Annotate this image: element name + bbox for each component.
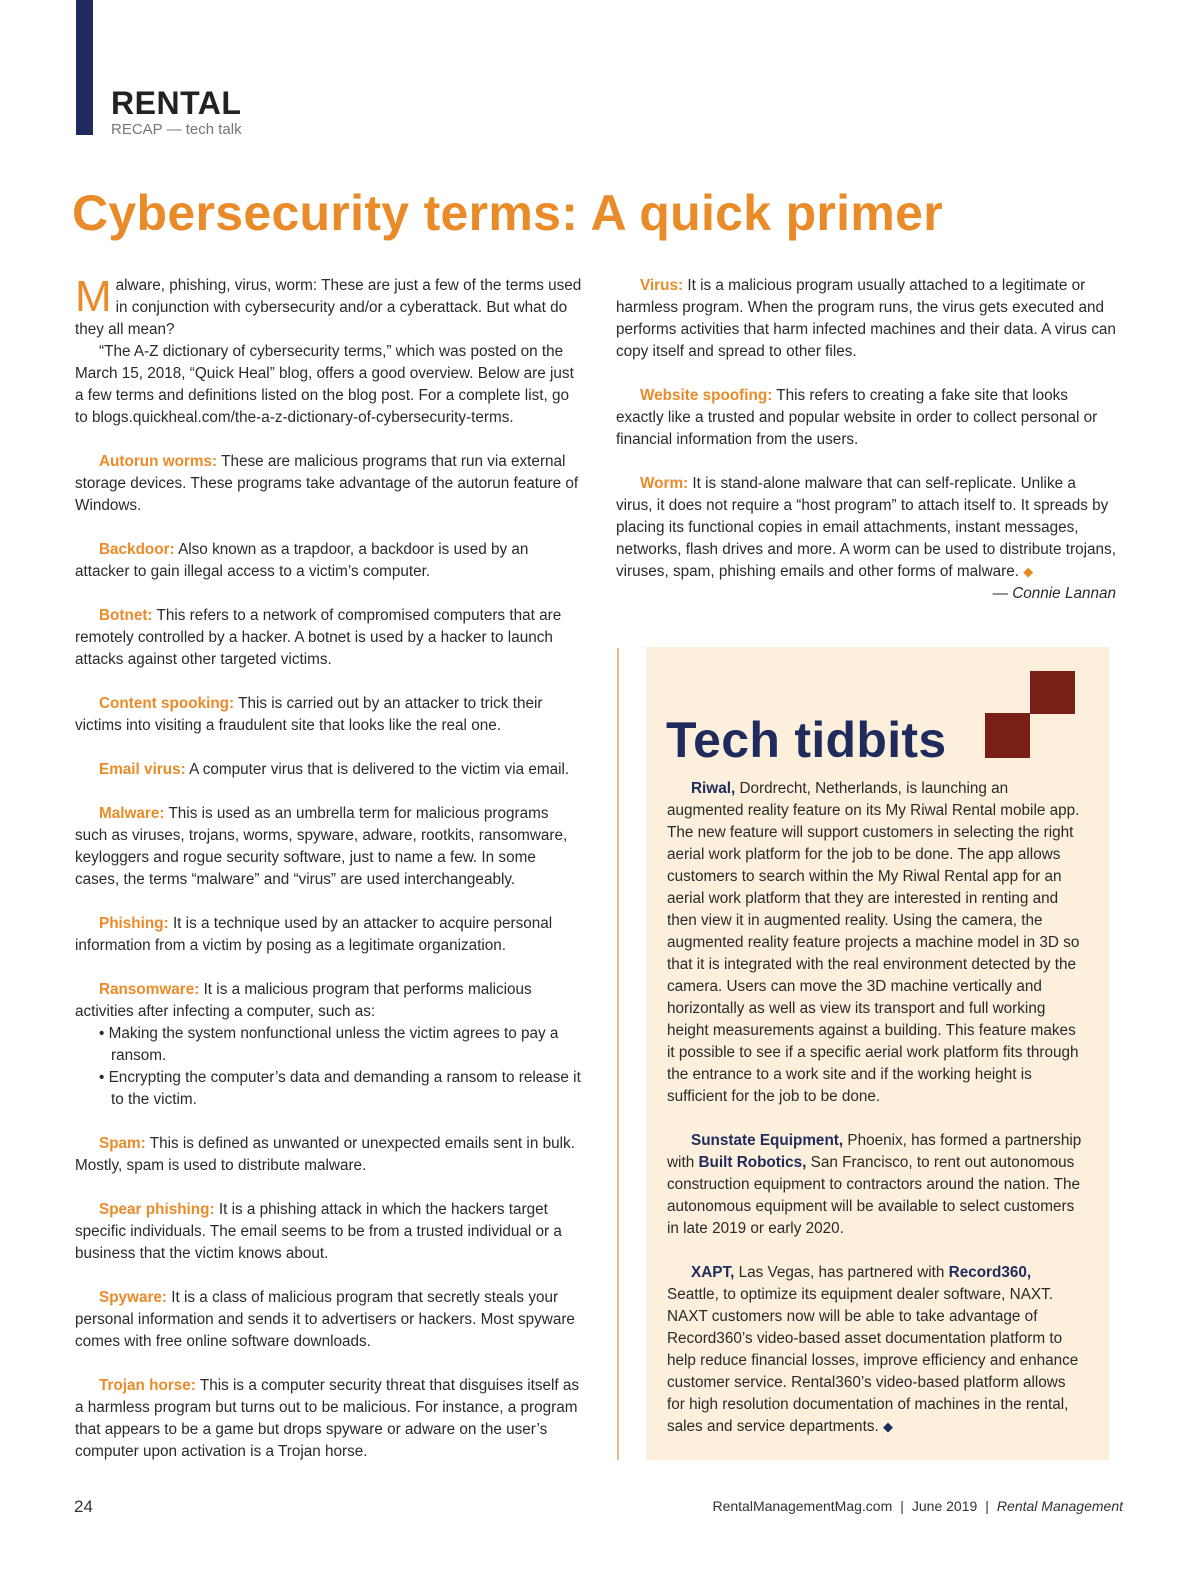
tidbit-text: Las Vegas, has partnered with bbox=[734, 1264, 949, 1281]
page-footer bbox=[712, 1498, 1123, 1514]
footer-date: June 2019 bbox=[911, 1498, 978, 1514]
term-definition: It is stand-alone malware that can self-replicate. Unlike a virus, it does not require a “host program” to attach itself to. It spreads by placing its functional copies in email attachments, instant messages, networks, flash drives and more. A worm can be used to distribute trojans, viruses, spam, phishing emails and other forms of malware. bbox=[616, 475, 1116, 580]
term-name: Website spoofing: bbox=[640, 387, 773, 404]
section-title: RENTAL bbox=[111, 85, 242, 121]
tidbit-text: Phoenix, has formed a partnership with bbox=[667, 1132, 1082, 1171]
term-definition: This is a computer security threat that disguises itself as a harmless program but turns out to be malicious. For instance, a program that appears to be a game but drops spyware or adware on the user’s computer upon activation is a Trojan horse. bbox=[75, 1377, 580, 1460]
term-name: Malware: bbox=[99, 805, 165, 822]
term-name: Phishing: bbox=[99, 915, 169, 932]
term-entry bbox=[75, 803, 583, 891]
bullet-item: • Encrypting the computer’s data and demanding a ransom to release it to the victim. bbox=[99, 1069, 581, 1108]
tidbit-item bbox=[667, 1130, 1087, 1240]
term-definition: It is a technique used by an attacker to acquire personal information from a victim by posing as a legitimate organization. bbox=[75, 915, 553, 954]
term-definition: These are malicious programs that run via external storage devices. These programs take advantage of the autorun feature of Windows. bbox=[75, 453, 579, 514]
page-number: 24 bbox=[74, 1497, 93, 1516]
tidbit-item bbox=[667, 1262, 1087, 1438]
footer-separator: | bbox=[985, 1498, 989, 1514]
term-entry bbox=[75, 451, 583, 517]
footer-separator: | bbox=[900, 1498, 904, 1514]
term-name: Content spooking: bbox=[99, 695, 235, 712]
company-name: XAPT, bbox=[691, 1264, 735, 1281]
term-entry bbox=[75, 1199, 583, 1265]
decorative-square bbox=[1030, 671, 1075, 714]
term-name: Virus: bbox=[640, 277, 684, 294]
term-definition: It is a malicious program that performs malicious activities after infecting a computer, such as: bbox=[75, 981, 532, 1020]
term-definition: Also known as a trapdoor, a backdoor is used by an attacker to gain illegal access to a victim’s computer. bbox=[75, 541, 529, 580]
term-definition: It is a phishing attack in which the hackers target specific individuals. The email seems to be from a trusted individual or a business that the victim knows about. bbox=[75, 1201, 562, 1262]
company-name: Riwal, bbox=[691, 780, 736, 797]
term-entry bbox=[75, 979, 583, 1023]
term-name: Ransomware: bbox=[99, 981, 200, 998]
term-definition: It is a malicious program usually attached to a legitimate or harmless program. When the program runs, the virus gets executed and performs activities that harm infected machines and their data. A virus can copy itself and spread to other files. bbox=[616, 277, 1116, 360]
article-headline: Cybersecurity terms: A quick primer bbox=[72, 185, 943, 241]
tidbit-text: Seattle, to optimize its equipment dealer software, NAXT. NAXT customers now will be able to take advantage of Record360’s video-based asset documentation platform to help reduce financial losses, improve efficiency and enhance customer service. Rental360’s video-based platform allows for high resolution documentation of machines in the rental, sales and service departments. bbox=[667, 1286, 1079, 1435]
footer-magazine: Rental Management bbox=[996, 1498, 1123, 1514]
tidbit-text: Dordrecht, Netherlands, is launching an augmented reality feature on its My Riwal Rental mobile app. The new feature will support customers in selecting the right aerial work platform for the job to be done. The app allows customers to search within the My Riwal Rental app for an aerial work platform that they are interested in renting and then view it in augmented reality. Using the camera, the augmented reality feature projects a machine model in 3D so that it is integrated with the real environment detected by the camera. Users can move the 3D machine vertically and horizontally as well as view its transport and full working height measurements against a building. This feature makes it possible to see if a specific aerial work platform fits through the entrance to a work site and if the working height is sufficient for the job to be done. bbox=[667, 780, 1080, 1105]
term-entry bbox=[75, 759, 583, 781]
sidebar-body bbox=[667, 778, 1087, 1438]
author-byline: — Connie Lannan bbox=[992, 585, 1116, 602]
term-name: Worm: bbox=[640, 475, 689, 492]
term-entry bbox=[75, 1375, 583, 1463]
term-entry bbox=[616, 473, 1116, 583]
section-color-bar bbox=[76, 0, 93, 135]
drop-cap: M bbox=[75, 272, 112, 321]
intro-text: alware, phishing, virus, worm: These are just a few of the terms used in conjunction with cybersecurity and/or a cyberattack. But what do they all mean? bbox=[75, 277, 582, 338]
term-name: Botnet: bbox=[99, 607, 153, 624]
section-subtitle: RECAP — tech talk bbox=[111, 121, 242, 138]
term-definition: A computer virus that is delivered to the victim via email. bbox=[189, 761, 570, 778]
term-definition: This is carried out by an attacker to trick their victims into visiting a fraudulent site that looks like the real one. bbox=[75, 695, 543, 734]
term-entry bbox=[616, 275, 1116, 363]
term-name: Spear phishing: bbox=[99, 1201, 215, 1218]
decorative-square bbox=[985, 713, 1030, 758]
tech-tidbits-sidebar bbox=[646, 647, 1109, 1460]
term-name: Backdoor: bbox=[99, 541, 175, 558]
end-mark-icon: ◆ bbox=[882, 1419, 893, 1434]
term-name: Spam: bbox=[99, 1135, 146, 1152]
term-definition: This refers to a network of compromised computers that are remotely controlled by a hacker. A botnet is used by a hacker to launch attacks against other targeted victims. bbox=[75, 607, 562, 668]
intro-paragraph-2: “The A-Z dictionary of cybersecurity terms,” which was posted on the March 15, 2018, “Quick Heal” blog, offers a good overview. Below are just a few terms and definitions listed on the blog post. For a complete list, go to blogs.quickheal.com/the-a-z-dictionary-of-cybersecurity-terms. bbox=[75, 343, 574, 426]
term-definition: This is used as an umbrella term for malicious programs such as viruses, trojans, worms, spyware, adware, rootkits, ransomware, keyloggers and rogue security software, just to name a few. In some cases, the terms “malware” and “virus” are used interchangeably. bbox=[75, 805, 568, 888]
tidbit-text: San Francisco, to rent out autonomous construction equipment to contractors around the nation. The autonomous equipment will be available to select customers in late 2019 or early 2020. bbox=[667, 1154, 1080, 1237]
term-entry bbox=[75, 1133, 583, 1177]
article-left-column bbox=[75, 272, 583, 1463]
term-entry bbox=[75, 693, 583, 737]
term-entry bbox=[75, 1287, 583, 1353]
company-name: Sunstate Equipment, bbox=[691, 1132, 844, 1149]
tidbit-item bbox=[667, 778, 1087, 1108]
term-entry bbox=[75, 913, 583, 957]
sidebar-title: Tech tidbits bbox=[666, 712, 947, 768]
company-name: Record360, bbox=[948, 1264, 1032, 1281]
term-entry bbox=[616, 385, 1116, 451]
bullet-item: • Making the system nonfunctional unless the victim agrees to pay a ransom. bbox=[99, 1025, 559, 1064]
company-name: Built Robotics, bbox=[698, 1154, 807, 1171]
sidebar-divider bbox=[617, 648, 619, 1460]
term-name: Autorun worms: bbox=[99, 453, 218, 470]
term-definition: It is a class of malicious program that secretly steals your personal information and sends it to advertisers or hackers. Most spyware comes with free online software downloads. bbox=[75, 1289, 575, 1350]
intro-paragraph bbox=[75, 272, 583, 341]
term-name: Trojan horse: bbox=[99, 1377, 196, 1394]
term-definition: This refers to creating a fake site that looks exactly like a trusted and popular website in order to collect personal or financial information from the users. bbox=[616, 387, 1098, 448]
term-name: Spyware: bbox=[99, 1289, 168, 1306]
term-entry bbox=[75, 605, 583, 671]
footer-site: RentalManagementMag.com bbox=[712, 1498, 893, 1514]
article-right-column bbox=[616, 275, 1116, 605]
end-mark-icon: ◆ bbox=[1023, 564, 1034, 579]
term-entry bbox=[75, 539, 583, 583]
term-name: Email virus: bbox=[99, 761, 186, 778]
term-definition: This is defined as unwanted or unexpected emails sent in bulk. Mostly, spam is used to distribute malware. bbox=[75, 1135, 575, 1174]
